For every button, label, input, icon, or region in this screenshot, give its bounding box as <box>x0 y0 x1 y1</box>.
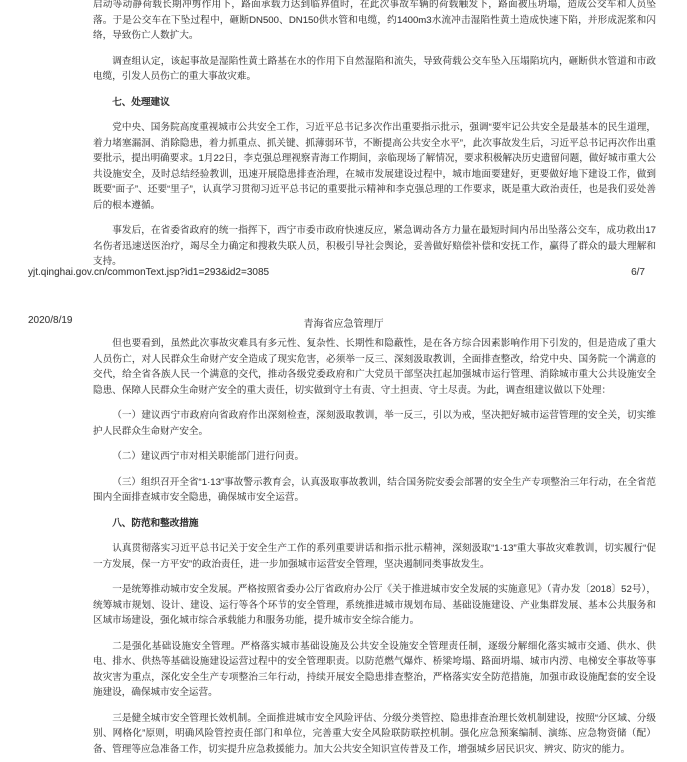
section-heading: 八、防范和整改措施 <box>112 517 199 529</box>
footer-url: yjt.qinghai.gov.cn/commonText.jsp?id1=293&id2=3085 <box>28 267 270 278</box>
paragraph: （三）组织召开全省“1·13”事故警示教育会，认真汲取事故教训，结合国务院安委会部署的安全生产专项整治三年行动，在全省范围内全面排查城市安全隐患，确保城市安全运营。 <box>93 476 656 503</box>
footer-page-indicator: 6/7 <box>631 267 645 278</box>
header-date: 2020/8/19 <box>28 315 73 326</box>
paragraph: （一）建议西宁市政府向省政府作出深刻检查，深刻汲取教训，举一反三，引以为戒，坚决把好城市运营管理的安全关，切实维护人民群众生命财产安全。 <box>93 410 656 437</box>
page1-print-footer <box>28 267 645 278</box>
paragraph: 但也要看到，虽然此次事故灾难具有多元性、复杂性、长期性和隐蔽性，是在各方综合因素影响作用下引发的，但是造成了重大人员伤亡，对人民群众生命财产安全造成了现实危害，必须举一反三、深刻汲取教训，全面排查整改，给党中央、国务院一个满意的交代，给全省各族人民一个满意的交代，推动各级党委政府和广大党员干部坚决扛起加强城市运行管理、消除城市重大公共设施安全隐患、保障人民群众生命财产安全的重大责任，切实做到守土有责、守土担责、守土尽责。为此，调查组建议做以下处理： <box>93 338 656 396</box>
page2-print-header <box>28 315 659 329</box>
paragraph: 事发后，在省委省政府的统一指挥下，西宁市委市政府快速反应，紧急调动各方力量在最短时间内吊出坠落公交车，成功救出17名伤者迅速送医治疗，竭尽全力确定和搜救失联人员，积极引导社会舆论，妥善做好赔偿补偿和安抚工作，赢得了群众的最大理解和支持。 <box>93 225 656 267</box>
paragraph: 一是统筹推动城市安全发展。严格按照省委办公厅省政府办公厅《关于推进城市安全发展的实施意见》（青办发〔2018〕52号），统筹城市规划、设计、建设、运行等各个环节的安全管理，系统推进城市规划布局、基础设施建设、产业集群发展、基本公共服务和区域市场建设，强化城市综合承载能力和服务功能，提升城市安全综合能力。 <box>93 584 656 626</box>
paragraph: （二）建议西宁市对相关职能部门进行问责。 <box>112 451 305 462</box>
paragraph: 二是强化基础设施安全管理。严格落实城市基础设施及公共安全设施安全管理责任制，逐级分解细化落实城市交通、供水、供电、排水、供热等基础设施建设运营过程中的安全管理职责。以防范燃气爆炸、桥梁垮塌、路面坍塌、城市内涝、电梯安全事故等事故灾害为重点，深化安全生产专项整治三年行动，持续开展安全隐患排查整治，严格落实安全防范措施，加强市政设施配套的安全设施建设，确保城市安全运营。 <box>93 640 656 698</box>
section-heading: 七、处理建议 <box>112 96 170 108</box>
paragraph: 三是健全城市安全管理长效机制。全面推进城市安全风险评估、分级分类管控、隐患排查治理长效机制建设，按照“分区域、分级别、网格化”原则，明确风险管控责任部门和单位，完善重大安全风险联防联控机制。强化应急预案编制、演练、应急物资储（配）备、管理等应急准备工作，切实提升应急救援能力。加大公共安全知识宣传普及工作，增强城乡居民识灾、辨灾、防灾的能力。 <box>93 712 656 755</box>
paragraph: 调查组认定，该起事故是湿陷性黄土路基在水的作用下自然湿陷和流失，导致荷载公交车坠入压塌陷坑内，砸断供水管道和市政电缆，引发人员伤亡的重大事故灾难。 <box>93 55 656 82</box>
header-title: 青海省应急管理厅 <box>303 319 384 330</box>
page1-body <box>93 0 656 270</box>
page2-body <box>93 336 656 757</box>
paragraph: 党中央、国务院高度重视城市公共安全工作，习近平总书记多次作出重要指示批示，强调“要牢记公共安全是最基本的民生道理，着力堵塞漏洞、消除隐患，着力抓重点、抓关键、抓薄弱环节，不断提高公共安全水平”，此次事故发生后，习近平总书记再次作出重要批示，提出明确要求。1月22日，李克强总理视察青海工作期间，亲临现场了解情况，要求积极解决历史遗留问题，做好城市重大公共设施安全，及时总结经验教训，迅速开展隐患排查治理，在城市发展建设过程中，城市地面要建好，更要做好地下建设工作，做到既要“面子”、还要“里子”，认真学习贯彻习近平总书记的重要批示精神和李克强总理的工作要求，既是重大政治责任，也是我们妥处善后的根本遵循。 <box>93 122 656 211</box>
paragraph: 认真贯彻落实习近平总书记关于安全生产工作的系列重要讲话和指示批示精神，深刻汲取“1·13”重大事故灾难教训，切实履行“促一方发展，保一方平安”的政治责任，进一步加强城市运营安全管理，坚决遏制同类事故发生。 <box>93 543 656 570</box>
paragraph: 启动等动静荷载长期冲剪作用下，路面承载力达到临界值时，在此次事故车辆的荷载触发下，路面被压坍塌，造成公交车和人员坠落。于是公交车在下坠过程中，砸断DN500、DN150供水管和电缆，约1400m3水流冲击湿陷性黄土造成快速下陷，并形成泥浆和闪络，导致伤亡人数扩大。 <box>93 0 656 41</box>
